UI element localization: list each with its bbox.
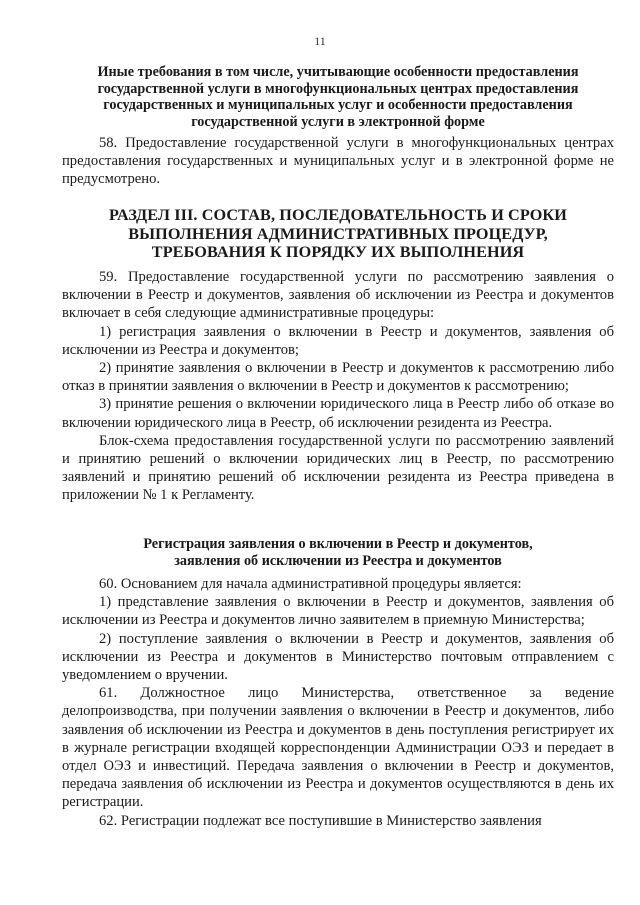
paragraph-58-block: [62, 134, 614, 189]
paragraph-60: 60. Основанием для начала административной процедуры является:: [99, 576, 522, 592]
section-heading-line: ТРЕБОВАНИЯ К ПОРЯДКУ ИХ ВЫПОЛНЕНИЯ: [151, 243, 525, 261]
section-3-heading: [62, 206, 614, 262]
paragraph-59-item-1: 1) регистрация заявления о включении в Реестр и документов, заявления об исключении из Реестра и документов;: [62, 323, 614, 358]
section-heading-line: РАЗДЕЛ III. СОСТАВ, ПОСЛЕДОВАТЕЛЬНОСТЬ И СРОКИ: [109, 206, 567, 224]
heading-line: государственных и муниципальных услуг и особенности предоставления: [103, 97, 573, 113]
paragraph-59-item-3: 3) принятие решения о включении юридического лица в Реестр либо об отказе во включении юридического лица в Реестр, об исключении резидента из Реестра.: [62, 396, 614, 431]
paragraph-60-item-1: 1) представление заявления о включении в Реестр и документов, заявления об исключении из Реестра и документов лично заявителем в приемную Министерства;: [62, 594, 614, 629]
paragraph-58: 58. Предоставление государственной услуги в многофункциональных центрах предоставления государственных и муниципальных услуг и в электронной форме не предусмотрено.: [62, 135, 614, 188]
paragraph-61: 61. Должностное лицо Министерства, ответственное за ведение делопроизводства, при получении заявления о включении в Реестр и документов, либо заявления об исключении из Реестра и документов в день поступления регистрирует их в журнале регистрации входящей корреспонденции Администрации ОЭЗ и передает в отдел ОЭЗ и инвестиций. Передача заявления о включении в Реестр и документов, передача заявления об исключении из Реестра и документов осуществляются в день их регистрации.: [62, 685, 614, 811]
paragraph-59-block: [62, 268, 614, 505]
heading-line: государственной услуги в электронной форме: [191, 113, 485, 130]
heading-line: заявления об исключении из Реестра и документов: [174, 552, 502, 569]
section-heading-line: ВЫПОЛНЕНИЯ АДМИНИСТРАТИВНЫХ ПРОЦЕДУР,: [128, 224, 548, 243]
heading-other-requirements: [62, 64, 614, 130]
heading-registration: [62, 536, 614, 569]
page-number: 11: [314, 34, 326, 48]
heading-line: Регистрация заявления о включении в Реестр и документов,: [143, 536, 533, 552]
paragraph-59-flowchart-note: Блок-схема предоставления государственной услуги по рассмотрению заявлений и принятию решений о включении юридических лиц в Реестр, по рассмотрению заявлений и принятию решений об исключении резидента из Реестра приведена в приложении № 1 к Регламенту.: [62, 432, 614, 504]
paragraph-60-62-block: [62, 575, 614, 830]
paragraph-59: 59. Предоставление государственной услуги по рассмотрению заявления о включении в Реестр и документов, заявления об исключении из Реестра и документов включает в себя следующие административные процедуры:: [62, 269, 614, 322]
paragraph-59-item-2: 2) принятие заявления о включении в Реестр и документов к рассмотрению либо отказ в принятии заявления о включении в Реестр и документов к рассмотрению;: [62, 360, 614, 395]
paragraph-60-item-2: 2) поступление заявления о включении в Реестр и документов, заявления об исключении из Реестра и документов в Министерство почтовым отправлением с уведомлением о вручении.: [62, 630, 614, 684]
heading-line: государственной услуги в многофункциональных центрах предоставления: [97, 80, 579, 97]
heading-line: Иные требования в том числе, учитывающие особенности предоставления: [97, 64, 579, 80]
paragraph-62: 62. Регистрации подлежат все поступившие в Министерство заявления: [99, 812, 542, 829]
